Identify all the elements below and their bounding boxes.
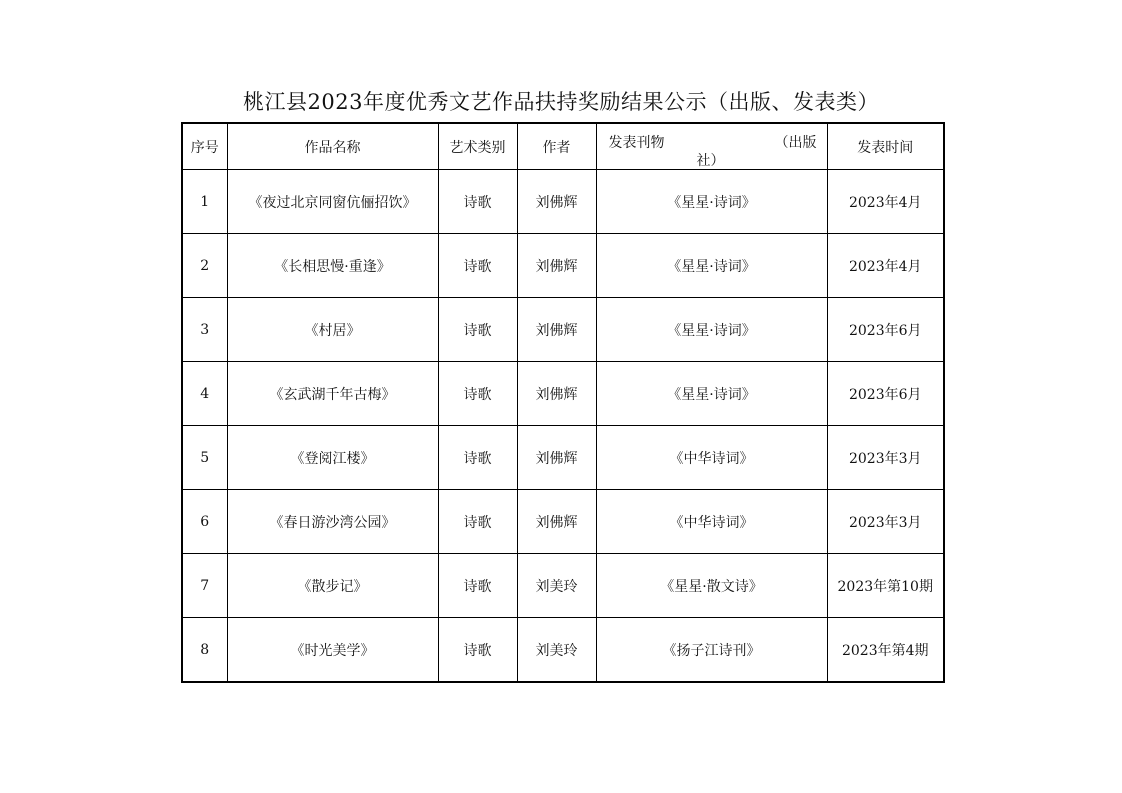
table-row xyxy=(182,490,944,554)
table-row xyxy=(182,170,944,234)
header-publication xyxy=(596,123,827,170)
cell-work-name: 《村居》 xyxy=(227,298,438,362)
cell-publish-time: 2023年第10期 xyxy=(827,554,944,618)
cell-category: 诗歌 xyxy=(438,618,517,683)
header-publication-press-close: 社） xyxy=(696,153,725,169)
cell-work-name: 《春日游沙湾公园》 xyxy=(227,490,438,554)
cell-work-name: 《散步记》 xyxy=(227,554,438,618)
cell-category: 诗歌 xyxy=(438,170,517,234)
table-row xyxy=(182,298,944,362)
cell-author: 刘佛辉 xyxy=(517,298,596,362)
cell-serial: 6 xyxy=(182,490,227,554)
table-body xyxy=(182,170,944,683)
cell-work-name: 《时光美学》 xyxy=(227,618,438,683)
cell-publish-time: 2023年3月 xyxy=(827,426,944,490)
cell-serial: 8 xyxy=(182,618,227,683)
cell-work-name: 《玄武湖千年古梅》 xyxy=(227,362,438,426)
cell-publish-time: 2023年4月 xyxy=(827,170,944,234)
header-publish-time: 发表时间 xyxy=(827,123,944,170)
award-table xyxy=(181,122,945,683)
cell-serial: 1 xyxy=(182,170,227,234)
header-publication-press-open: （出版 xyxy=(774,135,817,151)
cell-work-name: 《登阅江楼》 xyxy=(227,426,438,490)
cell-category: 诗歌 xyxy=(438,554,517,618)
cell-work-name: 《长相思慢·重逢》 xyxy=(227,234,438,298)
cell-author: 刘佛辉 xyxy=(517,170,596,234)
cell-author: 刘佛辉 xyxy=(517,234,596,298)
cell-serial: 4 xyxy=(182,362,227,426)
cell-author: 刘佛辉 xyxy=(517,426,596,490)
header-publication-label: 发表刊物 xyxy=(608,135,665,151)
cell-publication: 《扬子江诗刊》 xyxy=(596,618,827,683)
table-header-row xyxy=(182,123,944,170)
table-row xyxy=(182,426,944,490)
cell-publication: 《中华诗词》 xyxy=(596,490,827,554)
cell-author: 刘佛辉 xyxy=(517,362,596,426)
cell-publication: 《星星·诗词》 xyxy=(596,362,827,426)
cell-category: 诗歌 xyxy=(438,298,517,362)
header-author: 作者 xyxy=(517,123,596,170)
cell-publication: 《星星·诗词》 xyxy=(596,234,827,298)
cell-publication: 《星星·诗词》 xyxy=(596,170,827,234)
table-row xyxy=(182,554,944,618)
header-work-name: 作品名称 xyxy=(227,123,438,170)
table-row xyxy=(182,362,944,426)
cell-work-name: 《夜过北京同窗伉俪招饮》 xyxy=(227,170,438,234)
cell-publish-time: 2023年第4期 xyxy=(827,618,944,683)
cell-serial: 2 xyxy=(182,234,227,298)
cell-category: 诗歌 xyxy=(438,490,517,554)
cell-serial: 7 xyxy=(182,554,227,618)
header-serial: 序号 xyxy=(182,123,227,170)
cell-publish-time: 2023年6月 xyxy=(827,362,944,426)
cell-author: 刘佛辉 xyxy=(517,490,596,554)
cell-serial: 5 xyxy=(182,426,227,490)
header-category: 艺术类别 xyxy=(438,123,517,170)
cell-publish-time: 2023年4月 xyxy=(827,234,944,298)
cell-category: 诗歌 xyxy=(438,362,517,426)
cell-publish-time: 2023年3月 xyxy=(827,490,944,554)
cell-category: 诗歌 xyxy=(438,426,517,490)
cell-publication: 《星星·诗词》 xyxy=(596,298,827,362)
table-row xyxy=(182,234,944,298)
cell-serial: 3 xyxy=(182,298,227,362)
cell-publish-time: 2023年6月 xyxy=(827,298,944,362)
table-row xyxy=(182,618,944,683)
document-title: 桃江县2023年度优秀文艺作品扶持奖励结果公示（出版、发表类） xyxy=(243,90,879,114)
cell-author: 刘美玲 xyxy=(517,618,596,683)
cell-publication: 《星星·散文诗》 xyxy=(596,554,827,618)
cell-category: 诗歌 xyxy=(438,234,517,298)
cell-publication: 《中华诗词》 xyxy=(596,426,827,490)
cell-author: 刘美玲 xyxy=(517,554,596,618)
